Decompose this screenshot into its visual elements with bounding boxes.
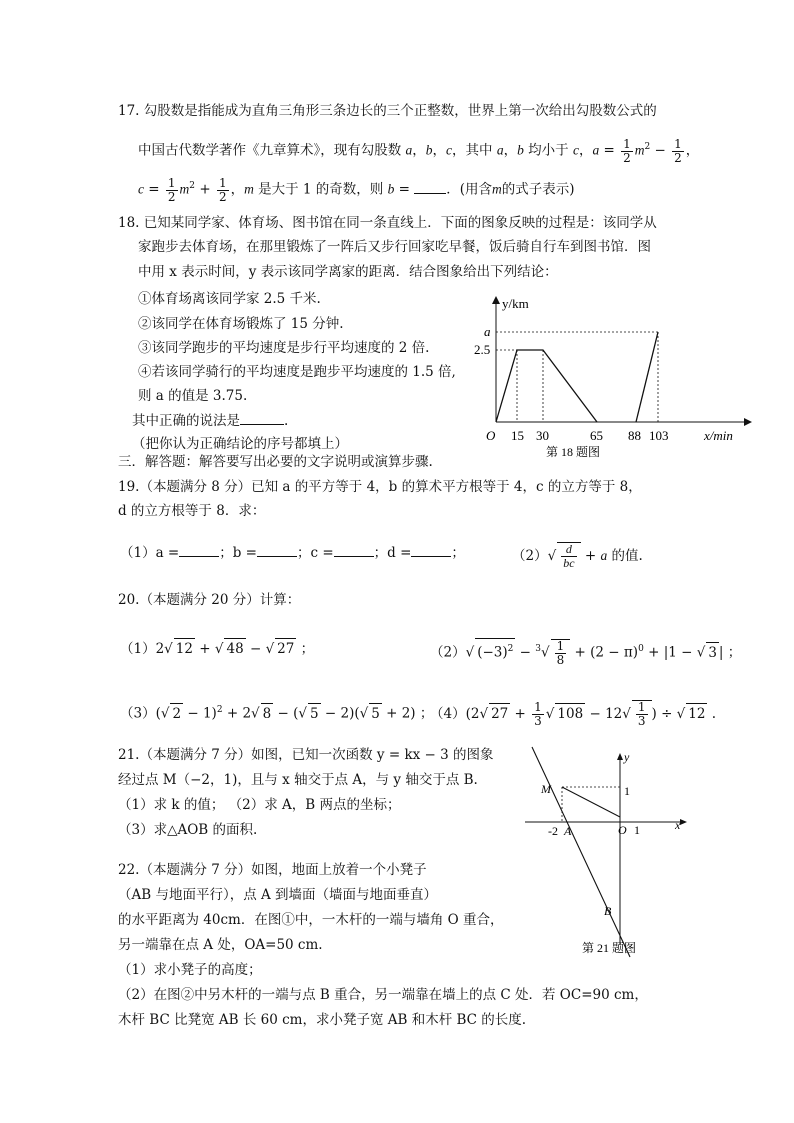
tick-15: 15 — [511, 428, 524, 443]
q18-distance-time-graph — [466, 290, 756, 460]
answer-blank-d[interactable] — [411, 542, 451, 557]
tick-103: 103 — [649, 428, 669, 443]
label-y1: 1 — [624, 784, 630, 798]
q22-part2-cont: 木杆 BC 比凳宽 AB 长 60 cm，求小凳子宽 AB 和木杆 BC 的长度. — [118, 1012, 527, 1028]
run-exercise-walk-line — [496, 350, 597, 422]
q21-caption: 第 21 题图 — [582, 941, 637, 955]
y-axis-arrow — [617, 753, 623, 760]
y-axis-arrow — [492, 296, 500, 304]
fraction-half: $\frac{1}{2}$ — [623, 136, 631, 165]
q21-line3: （1）求 k 的值； （2）求 A，B 两点的坐标； — [118, 797, 401, 813]
q18-claim4: ④若该同学骑行的平均速度是跑步平均速度的 1.5 倍, — [138, 364, 456, 380]
y-axis-label: y/km — [502, 296, 529, 311]
q18-hint: （把你认为正确结论的序号都填上） — [132, 436, 348, 452]
segment-m-o — [562, 787, 620, 817]
q18-claim4-cont: 则 a 的值是 3.75. — [138, 388, 248, 404]
q20-expr4: （4）(2√ 27 + $\frac{1}{3}$ √ 108 − 12√ $\frac{1}{3}$ ) ÷ √ 12 . — [430, 700, 717, 728]
tick-88: 88 — [628, 428, 641, 443]
label-M: M — [541, 782, 551, 796]
q18-caption: 第 18 题图 — [546, 445, 601, 459]
q22-line2: （AB 与地面平行），点 A 到墙面（墙面与地面垂直） — [118, 887, 438, 903]
q20-line1: 20.（本题满分 20 分）计算： — [118, 592, 301, 608]
q22-line4: 另一端靠在点 A 处，OA=50 cm. — [118, 937, 323, 953]
q18-line2: 家跑步去体育场，在那里锻炼了一阵后又步行回家吃早餐，饭后骑自行车到图书馆．图 — [138, 239, 651, 255]
q20-expr2: （2）√ $(-3)^2 - ^3√$ $\frac{1}{8}$ + $(2 - \pi)^0 + |1$ − √ 3 | ； — [430, 638, 742, 667]
function-line — [532, 747, 630, 957]
q21-line2: 经过点 M（−2，1)，且与 x 轴交于点 A，与 y 轴交于点 B. — [118, 772, 478, 788]
q17-line1: 17. 勾股数是指能成为直角三角形三条边长的三个正整数，世界上第一次给出勾股数公式的 — [118, 103, 657, 119]
label-x1: 1 — [634, 823, 640, 837]
q18-claim2: ②该同学在体育场锻炼了 15 分钟. — [138, 316, 344, 332]
label-neg2: -2 — [548, 824, 558, 838]
x-axis-arrow — [680, 819, 687, 825]
q18-claim3: ③该同学跑步的平均速度是步行平均速度的 2 倍. — [138, 340, 430, 356]
label-a: a — [484, 324, 491, 339]
q22-part1: （1）求小凳子的高度； — [118, 962, 262, 978]
answer-blank-c[interactable] — [334, 542, 374, 557]
tick-65: 65 — [590, 428, 603, 443]
x-axis-label: x/min — [704, 428, 733, 443]
label-B: B — [604, 904, 612, 918]
q19-part1: （1）a = ；b = ；c = ；d = ； — [120, 542, 465, 563]
q18-claim1: ①体育场离该同学家 2.5 千米. — [138, 291, 321, 307]
q21-line4: （3）求△AOB 的面积. — [118, 822, 258, 838]
label-O: O — [618, 823, 627, 837]
q19-line1: 19.（本题满分 8 分）已知 a 的平方等于 4，b 的算术平方根等于 4，c 的立方等于 8， — [118, 479, 642, 495]
x-axis-arrow — [744, 418, 752, 426]
label-25: 2.5 — [474, 342, 491, 357]
section-3-heading: 三．解答题：解答要写出必要的文字说明或演算步骤. — [118, 454, 433, 470]
q20-expr1: （1）2√ 12 + √ 48 − √ 27 ； — [120, 638, 314, 659]
q21-linear-function-graph — [520, 745, 700, 960]
answer-blank[interactable] — [240, 410, 284, 425]
q22-line3: 的水平距离为 40cm．在图①中，一木杆的一端与墙角 O 重合， — [118, 912, 504, 928]
label-x: x — [675, 818, 681, 832]
q18-answer-line: 其中正确的说法是 . — [132, 410, 288, 431]
tick-30: 30 — [536, 428, 549, 443]
q22-part2: （2）在图②中另木杆的一端与点 B 重合，另一端靠在墙上的点 C 处．若 OC=90 cm， — [118, 987, 648, 1003]
label-y: y — [624, 750, 630, 764]
label-A: A — [564, 824, 572, 838]
label-origin: O — [486, 428, 496, 443]
q21-line1: 21.（本题满分 7 分）如图，已知一次函数 y = kx − 3 的图象 — [118, 747, 494, 763]
q22-line1: 22.（本题满分 7 分）如图，地面上放着一个小凳子 — [118, 862, 427, 878]
q18-line1: 18. 已知某同学家、体育场、图书馆在同一条直线上．下面的图象反映的过程是：该同学从 — [118, 215, 657, 231]
q17-line3: c = $\frac{1}{2}$ $m^2$ + $\frac{1}{2}$ ，m 是大于 1 的奇数，则 b = ．(用含m的式子表示) — [138, 175, 575, 204]
q20-expr3: （3）(√ 2 − 1)$^2$ + 2√ 8 − (√ 5 − 2)(√ 5 + 2) ； — [120, 700, 433, 724]
ride-line — [636, 332, 658, 422]
answer-blank-b[interactable] — [257, 542, 297, 557]
q19-line2: d 的立方根等于 8．求： — [118, 503, 266, 519]
q17-line2: 中国古代数学著作《九章算术》，现有勾股数 a，b，c，其中 a，b 均小于 c，a = $\frac{1}{2}$ $m^2$ − $\frac{1}{2}$ ， — [138, 136, 700, 165]
fraction-half: $\frac{1}{2}$ — [674, 136, 682, 165]
answer-blank-a[interactable] — [179, 542, 219, 557]
q19-part2: （2）√ $\frac{d}{bc}$ + a 的值. — [512, 542, 643, 570]
q18-line3: 中用 x 表示时间，y 表示该同学离家的距离．结合图象给出下列结论： — [138, 264, 558, 280]
answer-blank[interactable] — [414, 179, 446, 194]
